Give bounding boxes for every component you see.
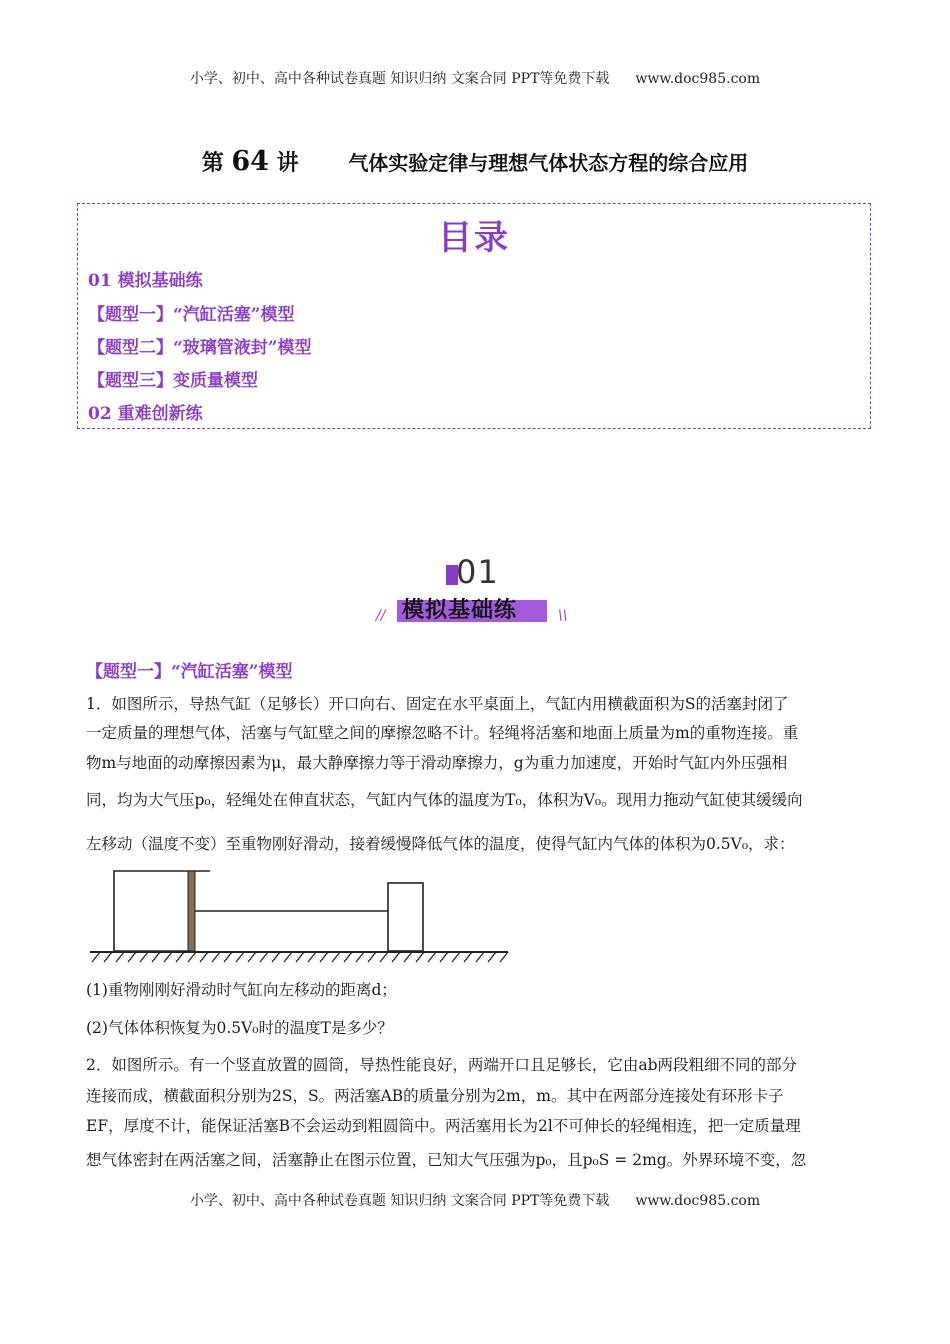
section-badge xyxy=(372,553,582,633)
header-url[interactable]: www.doc985.com xyxy=(635,71,761,87)
section-slash-right: \\ xyxy=(558,608,568,624)
question-1: (1)重物刚刚好滑动时气缸向左移动的距离d； xyxy=(86,981,397,999)
piston xyxy=(188,871,195,951)
problem2-line: 想气体密封在两活塞之间，活塞静止在图示位置，已知大气压强为p₀，且p₀S = 2mg。外界环境不变，忽 xyxy=(86,1151,807,1169)
page-title xyxy=(0,146,950,177)
type-heading: 【题型一】“汽缸活塞”模型 xyxy=(86,662,293,682)
footer-url[interactable]: www.doc985.com xyxy=(635,1193,761,1209)
title-lecture: 第 xyxy=(201,150,224,176)
weight-block xyxy=(388,883,423,951)
problem2-line: EF，厚度不计，能保证活塞B不会运动到粗圆筒中。两活塞用长为2l不可伸长的轻绳相连，把一定质量理 xyxy=(86,1117,801,1135)
section-number: 01 xyxy=(456,553,499,591)
footer-text: 小学、初中、高中各种试卷真题 知识归纳 文案合同 PPT等免费下载 xyxy=(189,1193,610,1209)
section-slash-left: // xyxy=(376,608,386,624)
problem1-line: 1．如图所示，导热气缸（足够长）开口向右、固定在水平桌面上，气缸内用横截面积为S的活塞封闭了 xyxy=(86,695,789,713)
title-number: 64 xyxy=(231,146,269,177)
page-footer xyxy=(0,1190,950,1210)
problem1-line: 一定质量的理想气体，活塞与气缸壁之间的摩擦忽略不计。轻绳将活塞和地面上质量为m的重物连接。重 xyxy=(86,724,799,742)
problem2-line: 连接而成，横截面积分别为2S，S。两活塞AB的质量分别为2m，m。其中在两部分连接处有环形卡子 xyxy=(86,1087,784,1105)
title-topic: 气体实验定律与理想气体状态方程的综合应用 xyxy=(348,151,749,175)
problem1-line: 物m与地面的动摩擦因素为μ，最大静摩擦力等于滑动摩擦力，g为重力加速度，开始时气缸内外压强相 xyxy=(86,754,788,772)
title-unit: 讲 xyxy=(276,150,299,176)
question-2: (2)气体体积恢复为0.5V₀时的温度T是多少？ xyxy=(86,1019,393,1037)
toc-item[interactable]: 01 模拟基础练 xyxy=(88,271,203,291)
toc-item[interactable]: 【题型二】“玻璃管液封”模型 xyxy=(88,338,312,358)
problem1-line: 左移动（温度不变）至重物刚好滑动，接着缓慢降低气体的温度，使得气缸内气体的体积为0.5V₀，求： xyxy=(86,835,795,853)
ground-hatching xyxy=(92,952,508,962)
problem1-line: 同，均为大气压p₀，轻绳处在伸直状态，气缸内气体的温度为T₀，体积为V₀。现用力拖动气缸使其缓缓向 xyxy=(86,791,803,809)
toc-heading: 目录 xyxy=(438,218,510,258)
toc-item[interactable]: 【题型一】“汽缸活塞”模型 xyxy=(88,305,295,325)
problem2-line: 2．如图所示。有一个竖直放置的圆筒，导热性能良好，两端开口且足够长，它由ab两段粗细不同的部分 xyxy=(86,1056,798,1074)
page-header xyxy=(0,68,950,88)
section-title: 模拟基础练 xyxy=(402,598,518,623)
toc-item[interactable]: 02 重难创新练 xyxy=(88,404,203,424)
header-text: 小学、初中、高中各种试卷真题 知识归纳 文案合同 PPT等免费下载 xyxy=(189,71,610,87)
cylinder-piston-figure xyxy=(88,865,518,965)
toc-item[interactable]: 【题型三】变质量模型 xyxy=(88,371,258,391)
table-of-contents xyxy=(77,203,871,429)
